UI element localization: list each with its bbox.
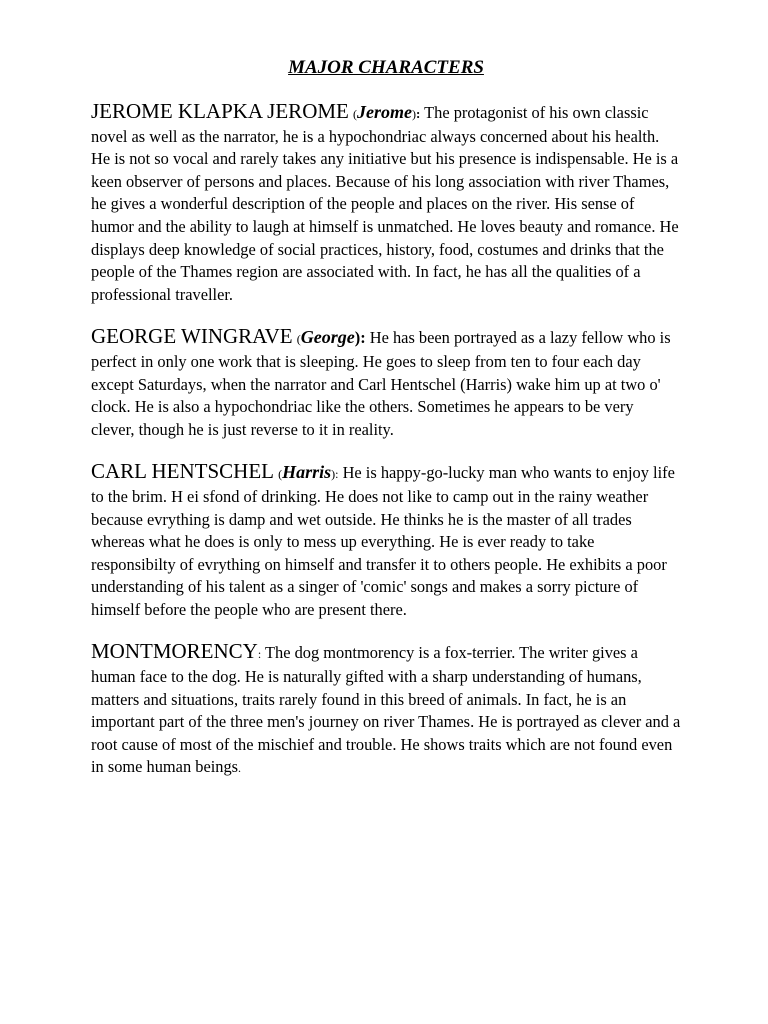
character-entry-harris: CARL HENTSCHEL (Harris): He is happy-go-lucky man who wants to enjoy life to the brim. H ei sfond of drinking. He does not like to camp out in the rainy weather because evrything is damp and wet outside. He thinks he is the master of all trades whereas what he does is only to mess up everything. He is ever ready to take responsibilty of evrything on himself and transfer it to others people. He exhibits a poor understanding of his talent as a singer of 'comic' songs and makes a sorry picture of himself before the people who are present there. bbox=[91, 459, 675, 619]
character-name: CARL HENTSCHEL bbox=[91, 459, 274, 484]
page-title: MAJOR CHARACTERS bbox=[288, 57, 484, 78]
character-name: MONTMORENCY bbox=[91, 639, 258, 664]
character-name: GEORGE WINGRAVE bbox=[91, 324, 293, 349]
character-description: He has been portrayed as a lazy fellow who is perfect in only one work that is sleeping. He goes to sleep from ten to four each day except Saturdays, when the narrator and Carl Hentschel (Harris) wake him up at two o' clock. He is also a hypochondriac like the others. Sometimes he appears to be very clever, though he is just reverse to it in reality. bbox=[91, 328, 671, 439]
character-description: He is happy-go-lucky man who wants to enjoy life to the brim. H ei sfond of drinking. He does not like to camp out in the rainy weather because evrything is damp and wet outside. He thinks he is the master of all trades whereas what he does is only to mess up everything. He is ever ready to take responsibilty of evrything on himself and transfer it to others people. He exhibits a poor understanding of his talent as a singer of 'comic' songs and makes a sorry picture of himself before the people who are present there. bbox=[91, 463, 675, 619]
end-mark: . bbox=[238, 761, 242, 776]
character-name: JEROME KLAPKA JEROME bbox=[91, 99, 349, 123]
character-description: The dog montmorency is a fox-terrier. The writer gives a human face to the dog. He is naturally gifted with a sharp understanding of humans, matters and situations, traits rarely found in this breed of animals. In fact, he is an important part of the three men's journey on river Thames. He is portrayed as clever and a root cause of most of the mischief and trouble. He shows traits which are not found even in some human beings bbox=[91, 643, 681, 777]
character-entry-george: GEORGE WINGRAVE (George): He has been portrayed as a lazy fellow who is perfect in only one work that is sleeping. He goes to sleep from ten to four each day except Saturdays, when the narrator and Carl Hentschel (Harris) wake him up at two o' clock. He is also a hypochondriac like the others. Sometimes he appears to be very clever, though he is just reverse to it in reality. bbox=[91, 324, 671, 439]
character-description: The protagonist of his own classic novel as well as the narrator, he is a hypochondriac always concerned about his health. He is not so vocal and rarely takes any initiative but his presence is indispensable. He is a keen observer of persons and places. Because of his long association with river Thames, he gives a wonderful description of the people and places on the river. His sense of humor and the ability to laugh at himself is unmatched. He loves beauty and romance. He displays deep knowledge of social practices, history, food, costumes and drinks that the people of the Thames region are associated with. In fact, he has all the qualities of a professional traveller. bbox=[91, 103, 679, 304]
character-alias: George bbox=[300, 327, 355, 348]
character-alias: Harris bbox=[282, 462, 332, 483]
character-entry-montmorency: MONTMORENCY: The dog montmorency is a fox-terrier. The writer gives a human face to the dog. He is naturally gifted with a sharp understanding of humans, matters and situations, traits rarely found in this breed of animals. In fact, he is an important part of the three men's journey on river Thames. He is portrayed as clever and a root cause of most of the mischief and trouble. He shows traits which are not found even in some human beings. bbox=[91, 639, 681, 777]
character-entry-jerome: JEROME KLAPKA JEROME (Jerome): The protagonist of his own classic novel as well as the narrator, he is a hypochondriac always concerned about his health. He is not so vocal and rarely takes any initiative but his presence is indispensable. He is a keen observer of persons and places. Because of his long association with river Thames, he gives a wonderful description of the people and places on the river. His sense of humor and the ability to laugh at himself is unmatched. He loves beauty and romance. He displays deep knowledge of social practices, history, food, costumes and drinks that the people of the Thames region are associated with. In fact, he has all the qualities of a professional traveller. bbox=[91, 99, 679, 304]
document-page bbox=[91, 54, 681, 799]
character-alias: Jerome bbox=[356, 102, 412, 122]
